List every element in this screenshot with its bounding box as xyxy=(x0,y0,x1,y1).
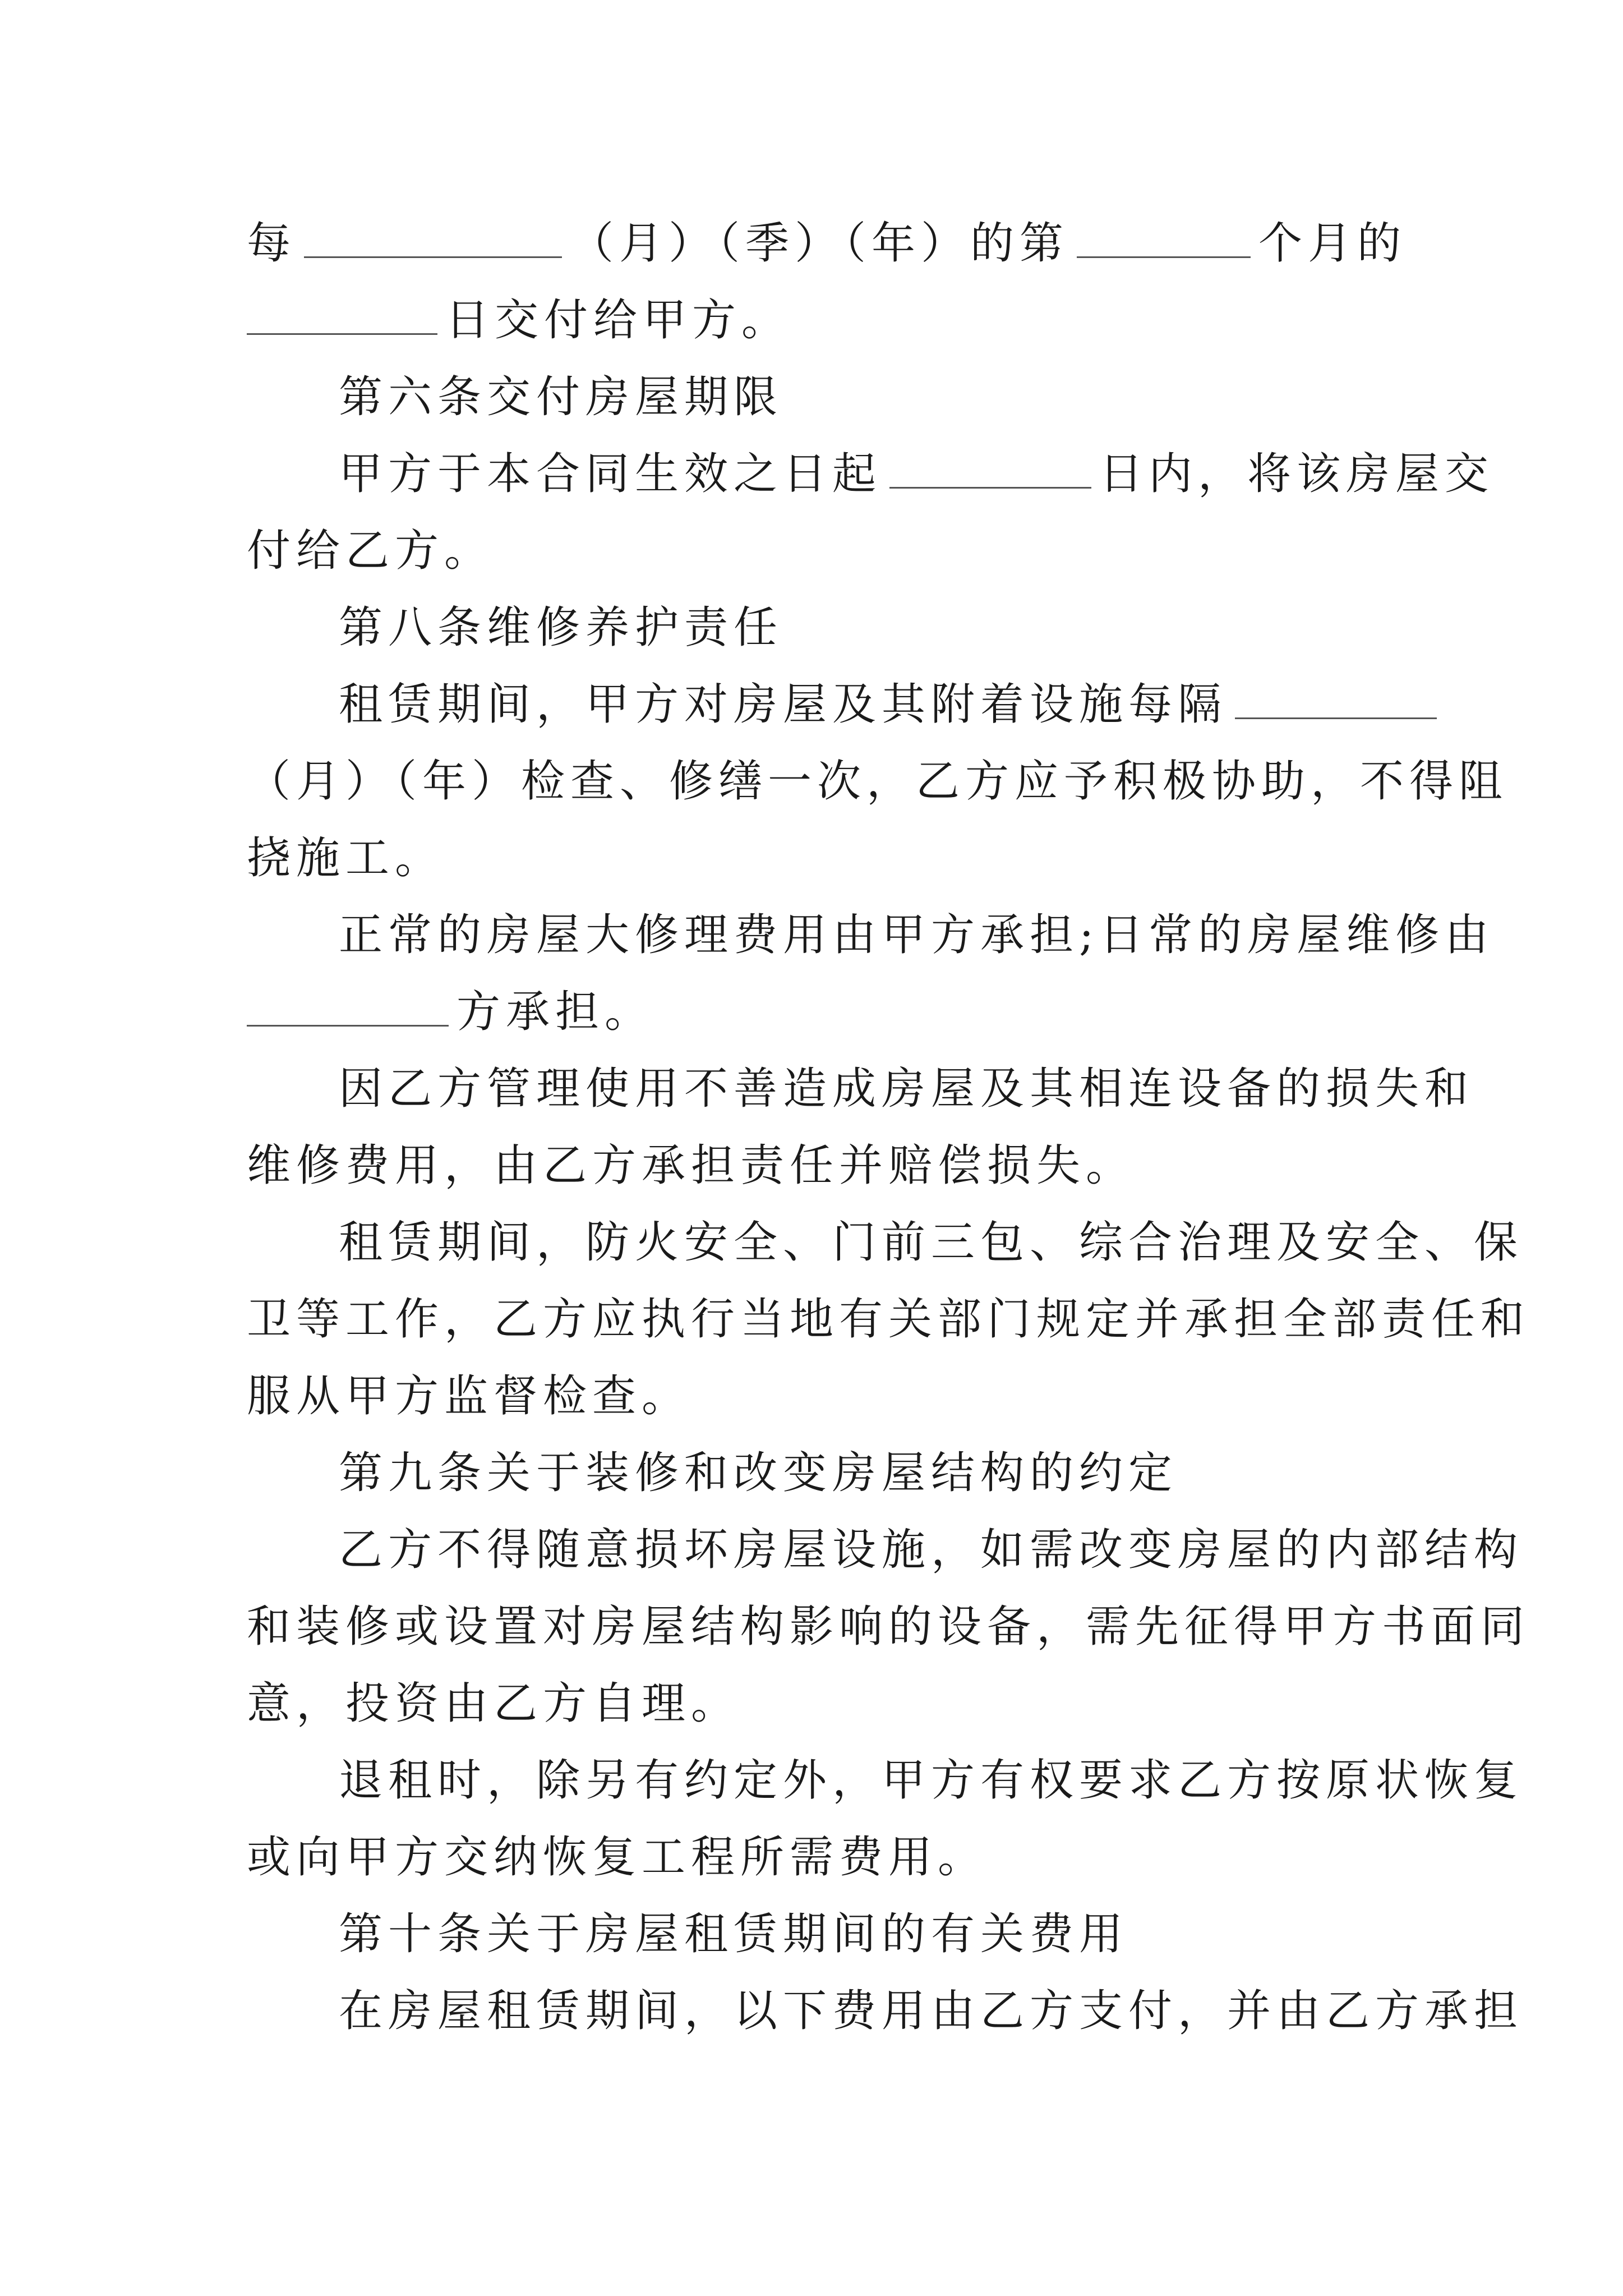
paragraph-line: 挠施工。 xyxy=(247,833,445,884)
text-segment: （月）（季）（年）的第 xyxy=(570,218,1069,269)
text-segment: 日内，将该房屋交 xyxy=(1099,449,1495,499)
paragraph-line: 正常的房屋大修理费用由甲方承担;日常的房屋维修由 xyxy=(339,910,1495,960)
paragraph-line: 乙方不得随意损坏房屋设施，如需改变房屋的内部结构 xyxy=(339,1525,1524,1575)
blank-field-inspection-interval[interactable] xyxy=(1235,678,1437,719)
paragraph-line: 在房屋租赁期间，以下费用由乙方支付，并由乙方承担 xyxy=(339,1986,1524,2036)
blank-field-delivery-days[interactable] xyxy=(889,448,1091,489)
paragraph-line: 服从甲方监督检查。 xyxy=(247,1371,691,1421)
article-heading: 第十条关于房屋租赁期间的有关费用 xyxy=(339,1909,1129,1959)
paragraph-line: 付给乙方。 xyxy=(247,526,494,576)
blank-field-repair-party[interactable] xyxy=(247,986,449,1027)
text-segment: 方承担。 xyxy=(457,987,654,1037)
text-segment: 日交付给甲方。 xyxy=(445,295,791,346)
text-segment: 每 xyxy=(247,218,297,269)
paragraph-line xyxy=(247,436,1495,513)
text-segment: 个月的 xyxy=(1258,218,1407,269)
blank-field-payment-period[interactable] xyxy=(304,217,562,258)
paragraph-line: 和装修或设置对房屋结构影响的设备，需先征得甲方书面同 xyxy=(247,1602,1530,1652)
paragraph-line: 维修费用，由乙方承担责任并赔偿损失。 xyxy=(247,1140,1136,1191)
payment-schedule-line xyxy=(247,205,1407,282)
blank-field-payment-day[interactable] xyxy=(247,294,437,335)
paragraph-line xyxy=(247,666,1391,743)
paragraph-line: 或向甲方交纳恢复工程所需费用。 xyxy=(247,1832,988,1883)
document-body xyxy=(247,205,1530,2050)
paragraph-line: 意，投资由乙方自理。 xyxy=(247,1678,741,1729)
article-heading: 第六条交付房屋期限 xyxy=(339,372,783,422)
paragraph-line: （月）（年）检查、修缮一次，乙方应予积极协助，不得阻 xyxy=(247,756,1509,807)
text-segment: 甲方于本合同生效之日起 xyxy=(339,449,882,499)
article-heading: 第八条维修养护责任 xyxy=(339,602,783,653)
paragraph-line: 卫等工作，乙方应执行当地有关部门规定并承担全部责任和 xyxy=(247,1294,1530,1345)
text-segment: 租赁期间，甲方对房屋及其附着设施每隔 xyxy=(339,679,1228,730)
article-heading: 第九条关于装修和改变房屋结构的约定 xyxy=(339,1448,1178,1498)
blank-field-month-number[interactable] xyxy=(1077,217,1251,258)
paragraph-line xyxy=(247,974,1391,1051)
payment-day-line xyxy=(247,282,1391,359)
paragraph-line: 退租时，除另有约定外，甲方有权要求乙方按原状恢复 xyxy=(339,1755,1524,1806)
paragraph-line: 因乙方管理使用不善造成房屋及其相连设备的损失和 xyxy=(339,1064,1474,1114)
paragraph-line: 租赁期间，防火安全、门前三包、综合治理及安全、保 xyxy=(339,1217,1524,1268)
